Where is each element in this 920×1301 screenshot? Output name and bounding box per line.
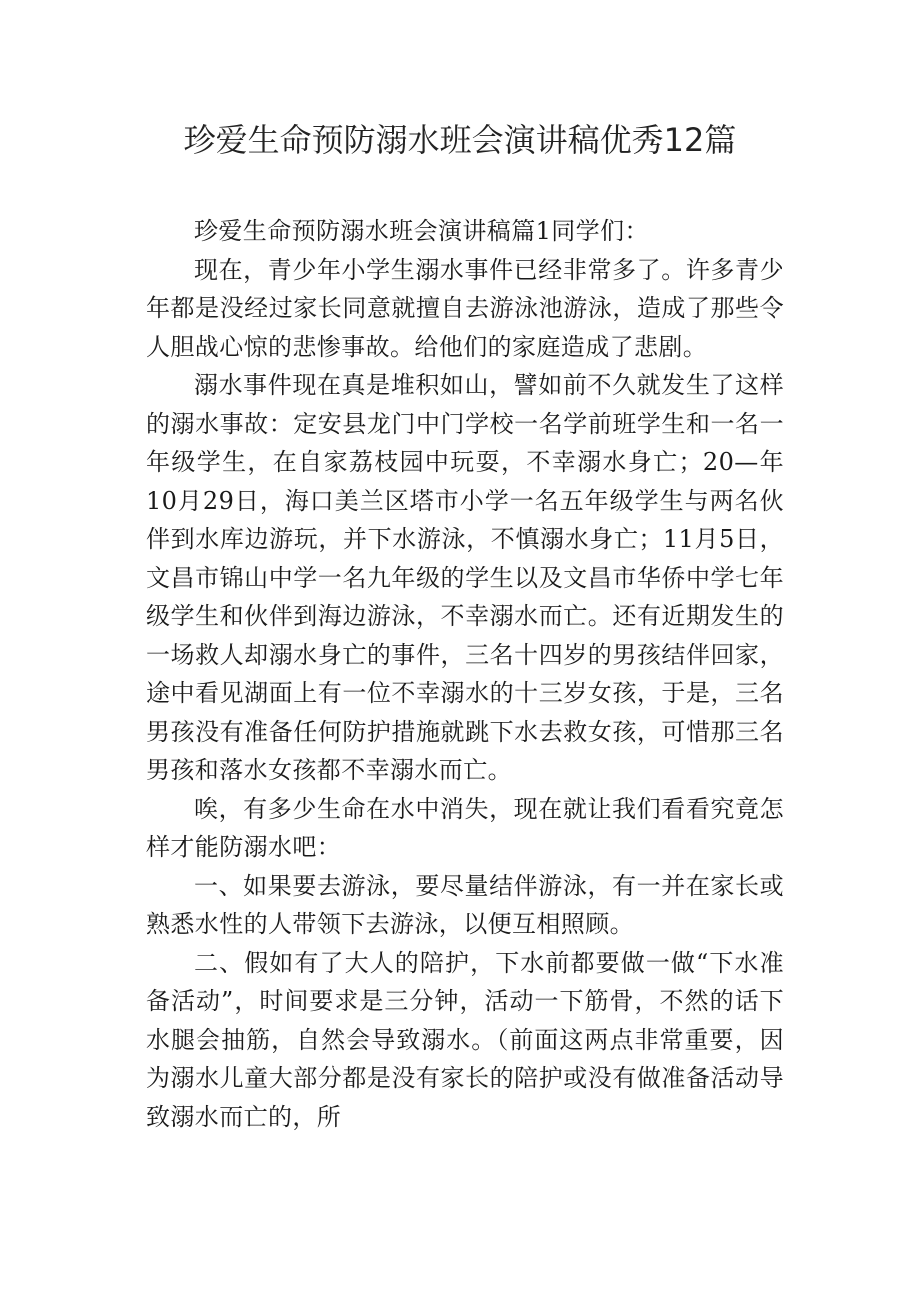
document-body	[146, 212, 784, 1136]
paragraph-heading: 珍爱生命预防溺水班会演讲稿篇1同学们：	[194, 217, 649, 245]
paragraph: 溺水事件现在真是堆积如山，譬如前不久就发生了这样的溺水事故：定安县龙门中门学校一名学前班学生和一名一年级学生，在自家荔枝园中玩耍，不幸溺水身亡；20—年10月29日，海口美兰区塔市小学一名五年级学生与两名伙伴到水库边游玩，并下水游泳，不慎溺水身亡；11月5日，文昌市锦山中学一名九年级的学生以及文昌市华侨中学七年级学生和伙伴到海边游泳，不幸溺水而亡。还有近期发生的一场救人却溺水身亡的事件，三名十四岁的男孩结伴回家，途中看见湖面上有一位不幸溺水的十三岁女孩，于是，三名男孩没有准备任何防护措施就跳下水去救女孩，可惜那三名男孩和落水女孩都不幸溺水而亡。	[146, 371, 784, 784]
paragraph: 现在，青少年小学生溺水事件已经非常多了。许多青少年都是没经过家长同意就擅自去游泳池游泳，造成了那些令人胆战心惊的悲惨事故。给他们的家庭造成了悲剧。	[146, 255, 784, 361]
paragraph: 唉，有多少生命在水中消失，现在就让我们看看究竟怎样才能防溺水吧：	[146, 794, 784, 861]
document-title: 珍爱生命预防溺水班会演讲稿优秀12篇	[183, 121, 737, 159]
paragraph: 二、假如有了大人的陪护，下水前都要做一做“下水准备活动”，时间要求是三分钟，活动一下筋骨，不然的话下水腿会抽筋，自然会导致溺水。（前面这两点非常重要，因为溺水儿童大部分都是没有家长的陪护或没有做准备活动导致溺水而亡的，所	[146, 948, 784, 1131]
paragraph: 一、如果要去游泳，要尽量结伴游泳，有一并在家长或熟悉水性的人带领下去游泳，以便互相照顾。	[146, 871, 784, 938]
